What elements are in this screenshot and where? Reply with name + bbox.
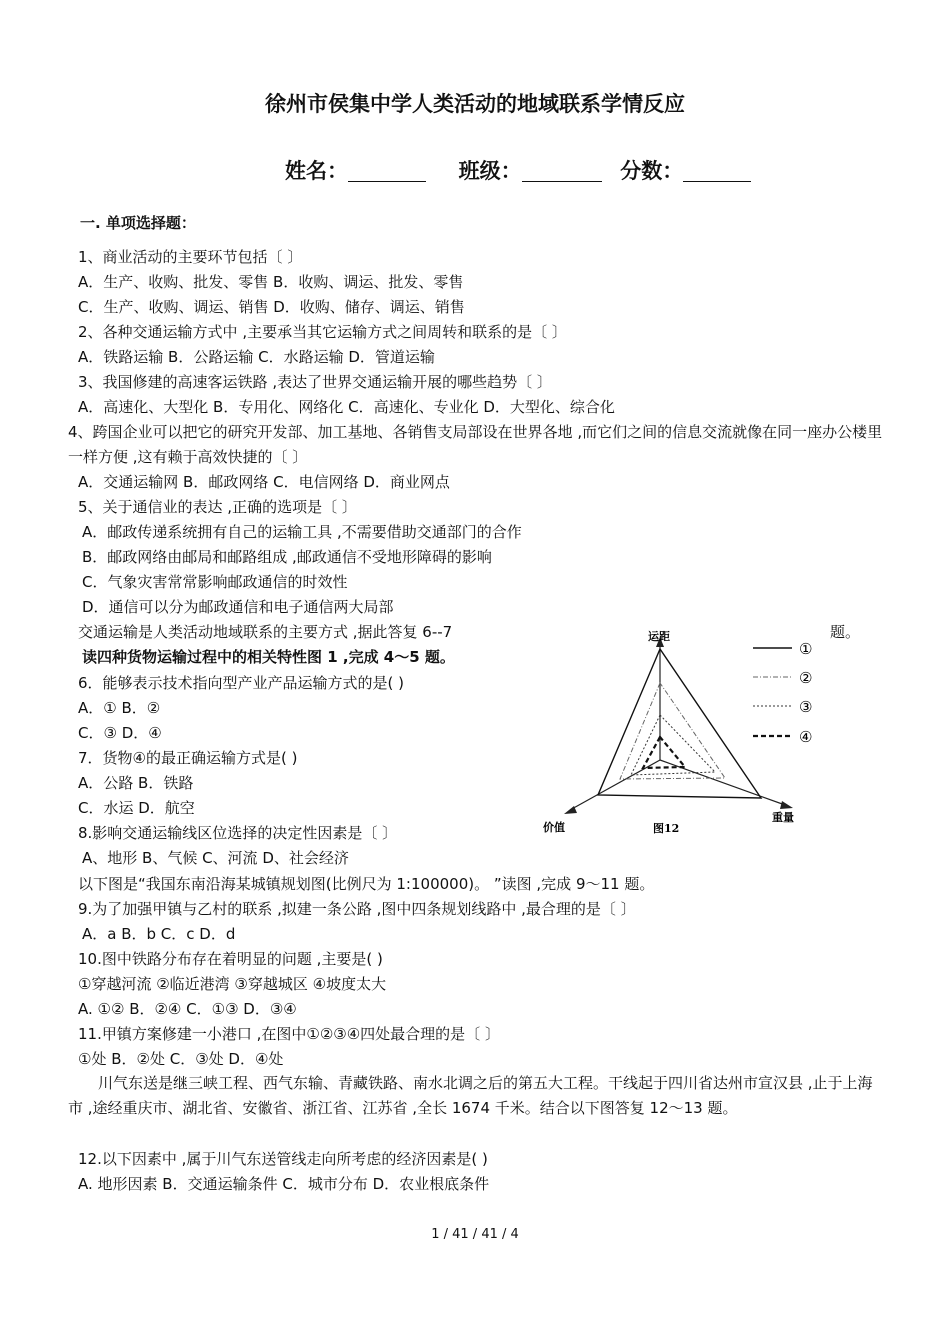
q7-stem: 7．货物④的最正确运输方式是( ) <box>78 749 298 767</box>
q1-options-cd: C．生产、收购、调运、销售 D．收购、储存、调运、销售 <box>78 298 465 316</box>
q4-stem: 4、跨国企业可以把它的研究开发部、加工基地、各销售支局部设在世界各地 ,而它们之间的信息交流就像在同一座办公楼里一样方便 ,这有赖于高效快捷的〔 〕 <box>68 423 883 466</box>
intro-12-13: 川气东送是继三峡工程、西气东输、青藏铁路、南水北调之后的第五大工程。干线起于四川省达州市宣汉县 ,止于上海市 ,途经重庆市、湖北省、安徽省、浙江省、江苏省 ,全长 1674 千米。结合以下图答复 12～13 题。 <box>68 1074 873 1117</box>
legend-label-1: ① <box>799 640 813 658</box>
q7-options-cd: C．水运 D．航空 <box>78 799 195 817</box>
name-blank[interactable] <box>348 159 426 182</box>
q5-option-a: A．邮政传递系统拥有自己的运输工具 ,不需要借助交通部门的合作 <box>82 523 522 541</box>
q3-stem: 3、我国修建的高速客运铁路 ,表达了世界交通运输开展的哪些趋势〔 〕 <box>78 373 552 391</box>
q5-option-d: D．通信可以分为邮政通信和电子通信两大局部 <box>82 598 394 616</box>
legend-label-3: ③ <box>799 698 813 716</box>
arrow-weight <box>780 801 793 809</box>
intro-9-11: 以下图是“我国东南沿海某城镇规划图(比例尺为 1:100000)。 ”读图 ,完成 9～11 题。 <box>78 875 655 893</box>
q10-items: ①穿越河流 ②临近港湾 ③穿越城区 ④坡度太大 <box>78 975 387 993</box>
q6-stem: 6．能够表示技术指向型产业产品运输方式的是( ) <box>78 674 405 692</box>
score-label: 分数： <box>620 159 684 183</box>
q5-stem: 5、关于通信业的表达 ,正确的选项是〔 〕 <box>78 498 357 516</box>
student-info-row <box>285 155 751 185</box>
name-label: 姓名： <box>285 159 348 183</box>
score-blank[interactable] <box>683 159 751 182</box>
axis-label-weight: 重量 <box>772 811 794 824</box>
legend-label-2: ② <box>799 669 813 687</box>
q2-options: A．铁路运输 B．公路运输 C．水路运输 D．管道运输 <box>78 348 435 366</box>
q8-options: A、地形 B、气候 C、河流 D、社会经济 <box>82 849 349 867</box>
series-4-dashed <box>643 737 685 768</box>
intro-6-7: 交通运输是人类活动地域联系的主要方式 ,据此答复 6--7 <box>78 623 453 641</box>
page-footer: 1 / 41 / 41 / 4 <box>431 1227 519 1242</box>
axis-weight <box>660 760 785 805</box>
class-label: 班级： <box>458 159 522 183</box>
q7-options-ab: A．公路 B．铁路 <box>78 774 194 792</box>
transport-characteristics-figure <box>535 625 835 840</box>
q6-options-ab: A．① B．② <box>78 699 161 717</box>
q12-options: A. 地形因素 B．交通运输条件 C．城市分布 D．农业根底条件 <box>78 1175 490 1193</box>
page-title: 徐州市侯集中学人类活动的地域联系学情反应 <box>265 92 685 116</box>
class-blank[interactable] <box>522 159 602 182</box>
axis-label-distance: 运距 <box>648 630 670 643</box>
q9-stem: 9.为了加强甲镇与乙村的联系 ,拟建一条公路 ,图中四条规划线路中 ,最合理的是〔 〕 <box>78 900 636 918</box>
q5-option-b: B．邮政网络由邮局和邮路组成 ,邮政通信不受地形障碍的影响 <box>82 548 492 566</box>
q10-stem: 10.图中铁路分布存在着明显的问题 ,主要是( ) <box>78 950 383 968</box>
q12-stem: 12.以下因素中 ,属于川气东送管线走向所考虑的经济因素是( ) <box>78 1150 488 1168</box>
series-1-solid <box>598 649 761 798</box>
legend-label-4: ④ <box>799 728 813 746</box>
q9-options: A．a B．b C．c D．d <box>82 925 236 943</box>
intro-4-5: 读四种货物运输过程中的相关特性图 1 ,完成 4～5 题。 <box>82 648 455 666</box>
q1-stem: 1、商业活动的主要环节包括〔 〕 <box>78 248 303 266</box>
intro-6-7-end: 题。 <box>830 623 861 641</box>
q8-stem: 8.影响交通运输线区位选择的决定性因素是〔 〕 <box>78 824 398 842</box>
q6-options-cd: C．③ D．④ <box>78 724 162 742</box>
figure-caption: 图12 <box>653 822 680 835</box>
axis-value <box>570 760 660 810</box>
q4-options: A．交通运输网 B．邮政网络 C．电信网络 D．商业网点 <box>78 473 450 491</box>
q3-options: A．高速化、大型化 B．专用化、网络化 C．高速化、专业化 D．大型化、综合化 <box>78 398 615 416</box>
q11-options: ①处 B．②处 C．③处 D．④处 <box>78 1050 284 1068</box>
section-heading: 一. 单项选择题： <box>80 214 196 232</box>
q2-stem: 2、各种交通运输方式中 ,主要承当其它运输方式之间周转和联系的是〔 〕 <box>78 323 567 341</box>
q5-option-c: C．气象灾害常常影响邮政通信的时效性 <box>82 573 348 591</box>
axis-label-value: 价值 <box>543 821 565 834</box>
q11-stem: 11.甲镇方案修建一小港口 ,在图中①②③④四处最合理的是〔 〕 <box>78 1025 500 1043</box>
q10-options: A. ①② B．②④ C．①③ D．③④ <box>78 1000 297 1018</box>
q1-options-ab: A．生产、收购、批发、零售 B．收购、调运、批发、零售 <box>78 273 464 291</box>
